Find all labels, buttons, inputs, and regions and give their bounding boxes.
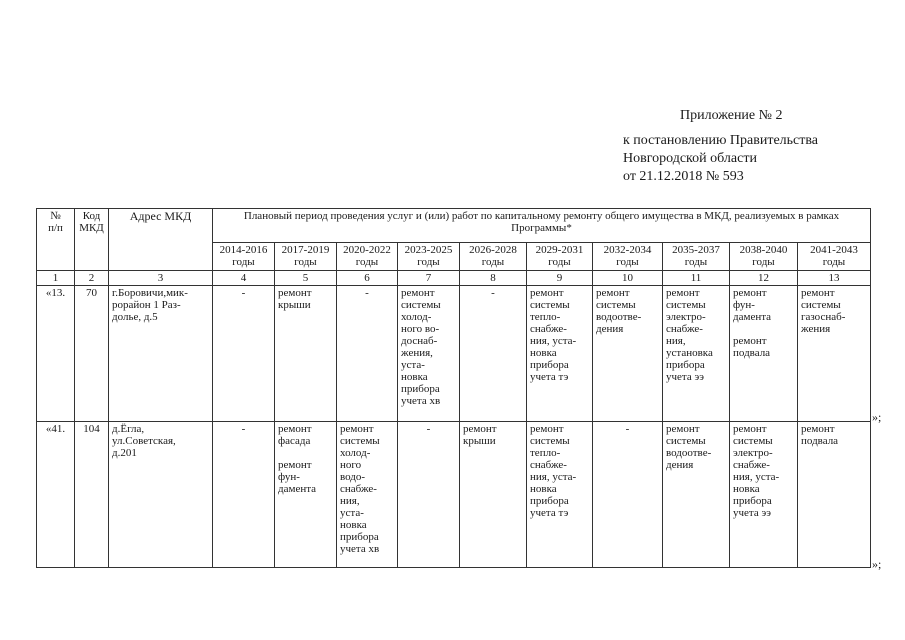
work-cell: -	[213, 286, 275, 422]
header-address: Адрес МКД	[109, 209, 213, 271]
work-cell: -	[460, 286, 527, 422]
column-number: 9	[527, 271, 593, 286]
resolution-line-1: к постановлению Правительства	[623, 133, 819, 148]
year-header: 2014-2016 годы	[213, 243, 275, 271]
work-cell: ремонт системы тепло- снабже- ния, уста- новка прибора учета тэ	[527, 286, 593, 422]
work-cell: ремонт фасада ремонт фун- дамента	[275, 422, 337, 568]
row-tail-quote: »;	[872, 410, 882, 424]
column-number: 7	[398, 271, 460, 286]
year-header: 2038-2040 годы	[730, 243, 798, 271]
column-number: 6	[337, 271, 398, 286]
work-cell: ремонт системы водоотве- дения	[663, 422, 730, 568]
work-cell: -	[337, 286, 398, 422]
column-number: 11	[663, 271, 730, 286]
row-address: г.Боровичи,мик- рорайон 1 Раз- долье, д.5	[109, 286, 213, 422]
year-header: 2041-2043 годы	[798, 243, 871, 271]
header-no: № п/п	[37, 209, 75, 271]
row-address: д.Ёгла, ул.Советская, д.201	[109, 422, 213, 568]
column-number: 2	[75, 271, 109, 286]
year-header: 2029-2031 годы	[527, 243, 593, 271]
row-code: 70	[75, 286, 109, 422]
row-tail-quote: »;	[872, 557, 882, 571]
column-number: 10	[593, 271, 663, 286]
work-cell: ремонт системы электро- снабже- ния, установка прибора учета ээ	[663, 286, 730, 422]
column-number: 3	[109, 271, 213, 286]
year-header: 2026-2028 годы	[460, 243, 527, 271]
work-cell: ремонт системы холод- ного водо- снабже- ния, уста- новка прибора учета хв	[337, 422, 398, 568]
header-period-title: Плановый период проведения услуг и (или) работ по капитальному ремонту общего имущества в МКД, реализуемых в рамках Программы*	[213, 209, 871, 243]
row-code: 104	[75, 422, 109, 568]
work-cell: ремонт крыши	[460, 422, 527, 568]
work-cell: -	[398, 422, 460, 568]
column-number: 13	[798, 271, 871, 286]
resolution-reference	[623, 132, 818, 186]
work-cell: ремонт системы электро- снабже- ния, уста- новка прибора учета ээ	[730, 422, 798, 568]
column-number: 1	[37, 271, 75, 286]
column-number: 8	[460, 271, 527, 286]
table-row	[37, 286, 871, 422]
header-code: Код МКД	[75, 209, 109, 271]
work-cell: -	[213, 422, 275, 568]
appendix-title: Приложение № 2	[680, 108, 783, 123]
column-number: 5	[275, 271, 337, 286]
table-row	[37, 422, 871, 568]
column-number: 4	[213, 271, 275, 286]
year-header: 2023-2025 годы	[398, 243, 460, 271]
work-cell: ремонт фун- дамента ремонт подвала	[730, 286, 798, 422]
work-cell: ремонт системы газоснаб- жения	[798, 286, 871, 422]
work-cell: ремонт подвала	[798, 422, 871, 568]
year-header: 2020-2022 годы	[337, 243, 398, 271]
work-cell: -	[593, 422, 663, 568]
year-header: 2017-2019 годы	[275, 243, 337, 271]
work-cell: ремонт системы водоотве- дения	[593, 286, 663, 422]
work-cell: ремонт системы холод- ного во- доснаб- жения, уста- новка прибора учета хв	[398, 286, 460, 422]
resolution-line-2: Новгородской области	[623, 151, 757, 166]
work-cell: ремонт крыши	[275, 286, 337, 422]
resolution-line-3: от 21.12.2018 № 593	[623, 169, 744, 184]
row-number: «13.	[37, 286, 75, 422]
column-number: 12	[730, 271, 798, 286]
year-header: 2032-2034 годы	[593, 243, 663, 271]
repair-schedule-table	[36, 208, 871, 568]
row-number: «41.	[37, 422, 75, 568]
work-cell: ремонт системы тепло- снабже- ния, уста- новка прибора учета тэ	[527, 422, 593, 568]
year-header: 2035-2037 годы	[663, 243, 730, 271]
